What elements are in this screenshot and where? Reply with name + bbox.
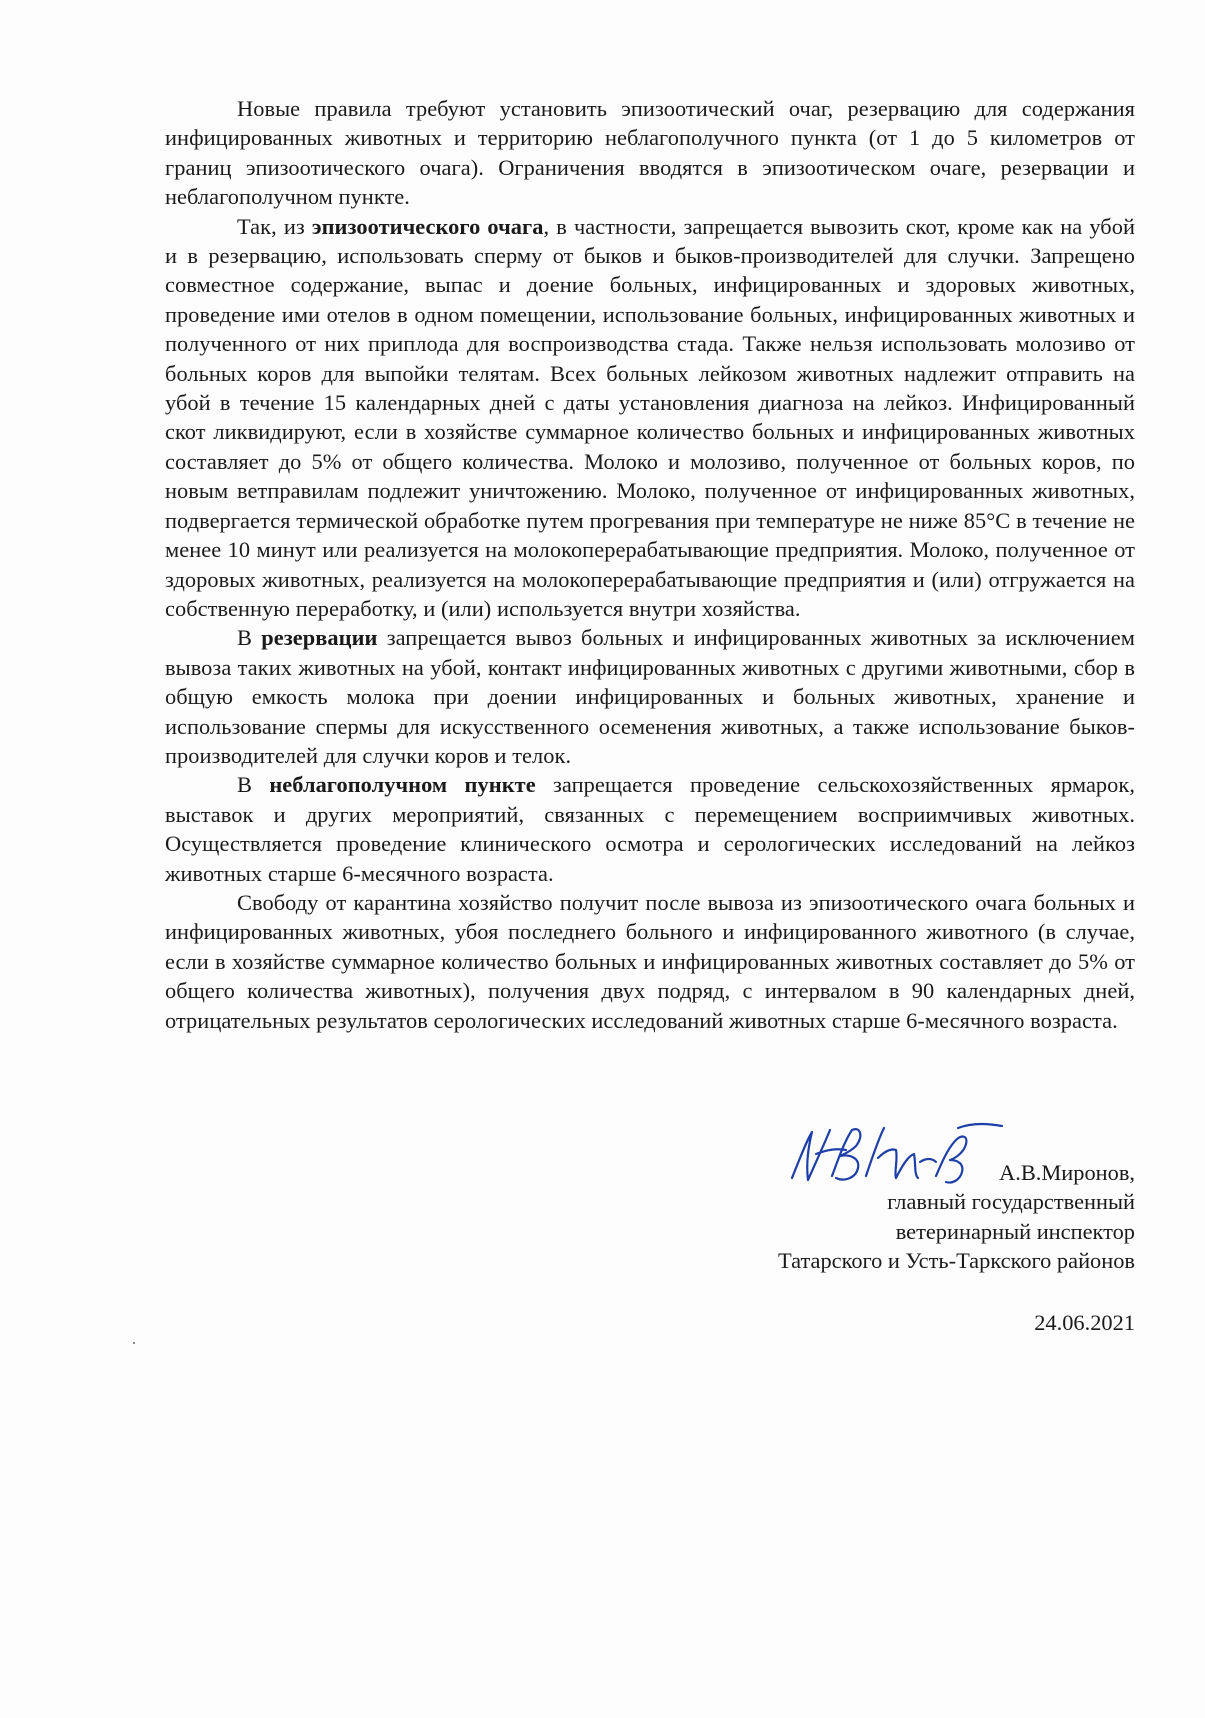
signatory-name: А.В.Миронов, [999,1160,1135,1185]
paragraph-3-bold-term: резервации [261,625,378,651]
scan-speck [133,1342,135,1344]
paragraph-4-bold-term: неблагополучном пункте [269,772,536,798]
signatory-position-line-2: ветеринарный инспектор [895,1218,1135,1244]
paragraph-3-text-a: В [237,625,262,651]
paragraph-2-text-b: , в частности, запрещается вывозить скот, кроме как на убой и в резервацию, использовать сперму от быков и быков-производителей для случки. Запрещено совместное содержание, выпас и доение больных, инфицированных и здоровых животных, проведение ими отелов в одном помещении, использование больных, инфицированных животных и полученного от них приплода для воспроизводства стада. Также нельзя использовать молозиво от больных коров для выпойки телятам. Всех больных лейкозом животных надлежит отправить на убой в течение 15 календарных дней с даты установления диагноза на лейкоз. Инфицированный скот ликвидируют, если в хозяйстве суммарное количество больных и инфицированных животных составляет до 5% от общего количества. Молоко и молозиво, полученное от больных коров, по новым ветправилам подлежит уничтожению. Молоко, полученное от инфицированных животных, подвергается термической обработке путем прогревания при температуре не ниже 85°С в течение не менее 10 минут или реализуется на молокоперерабатывающие предприятия. Молоко, полученное от здоровых животных, реализуется на молокоперерабатывающие предприятия и (или) отгружается на собственную переработку, и (или) используется внутри хозяйства. [165,213,1135,621]
paragraph-3 [165,623,1135,770]
paragraph-1 [165,94,1135,212]
paragraph-2-text-a: Так, из [237,213,312,239]
paragraph-5 [165,888,1135,1035]
paragraph-2-bold-term: эпизоотического очага [311,213,544,239]
paragraph-4-text-a: В [237,772,270,798]
signatory-position-line-1: главный государственный [887,1189,1135,1215]
paragraph-3-text-b: запрещается вывоз больных и инфицированных животных за исключением вывоза таких животных на убой, контакт инфицированных животных с другими животными, сбор в общую емкость молока при доении инфицированных и больных животных, хранение и использование спермы для искусственного осеменения животных, а также использование быков-производителей для случки коров и телок. [165,625,1135,768]
signature-block [600,1158,1135,1276]
document-date: 24.06.2021 [1034,1310,1135,1335]
paragraph-5-text: Свободу от карантина хозяйство получит после вывоза из эпизоотического очага больных и инфицированных животных, убоя последнего больного и инфицированного животного (в случае, если в хозяйстве суммарное количество больных и инфицированных животных составляет до 5% от общего количества животных), получения двух подряд, с интервалом в 90 календарных дней, отрицательных результатов серологических исследований животных старше 6-месячного возраста. [165,889,1135,1033]
paragraph-4-text-b: запрещается проведение сельскохозяйственных ярмарок, выставок и других мероприятий, связанных с перемещением восприимчивых животных. Осуществляется проведение клинического осмотра и серологических исследований на лейкоз животных старше 6-месячного возраста. [165,772,1135,886]
paragraph-4 [165,770,1135,888]
document-body [165,94,1135,1035]
paragraph-2 [165,212,1135,624]
paragraph-1-text: Новые правила требуют установить эпизоотический очаг, резервацию для содержания инфицированных животных и территорию неблагополучного пункта (от 1 до 5 километров от границ эпизоотического очага). Ограничения вводятся в эпизоотическом очаге, резервации и неблагополучном пункте. [165,96,1135,210]
signatory-position-line-3: Татарского и Усть-Таркского районов [777,1248,1135,1274]
